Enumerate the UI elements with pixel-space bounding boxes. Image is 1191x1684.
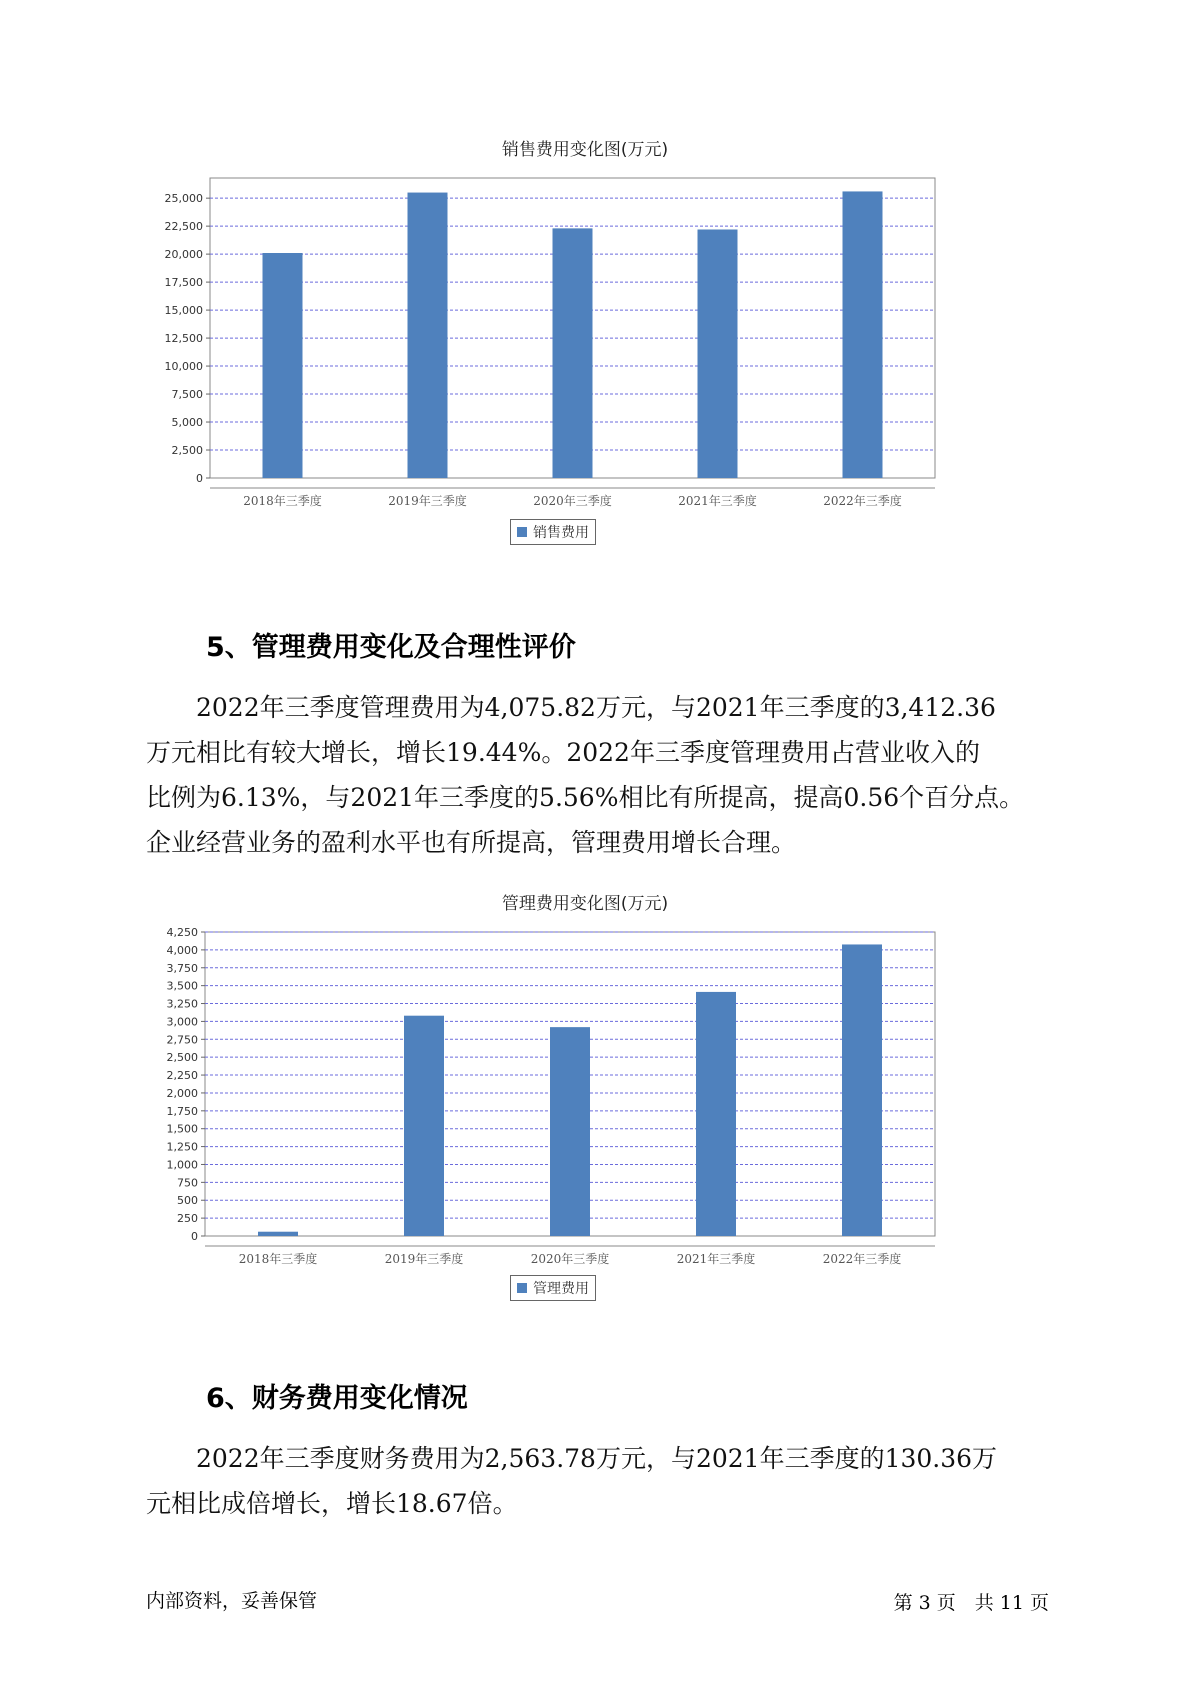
section-6-paragraph bbox=[146, 1436, 1046, 1526]
bar bbox=[263, 253, 303, 478]
legend-label: 管理费用 bbox=[533, 1281, 589, 1297]
bar bbox=[842, 944, 882, 1236]
y-tick-label: 0 bbox=[191, 1230, 198, 1243]
bar bbox=[550, 1027, 590, 1236]
y-tick-label: 20,000 bbox=[164, 248, 203, 262]
chart-legend bbox=[510, 519, 596, 545]
footer-confidential-note: 内部资料，妥善保管 bbox=[146, 1590, 318, 1612]
section-5-heading: 5、管理费用变化及合理性评价 bbox=[206, 632, 576, 663]
y-tick-label: 25,000 bbox=[164, 192, 203, 206]
legend-label: 销售费用 bbox=[533, 525, 589, 541]
x-tick-label: 2021年三季度 bbox=[678, 494, 757, 508]
paragraph-line: 企业经营业务的盈利水平也有所提高，管理费用增长合理。 bbox=[146, 828, 797, 857]
footer-page-number: 第 3 页 共 11 页 bbox=[893, 1592, 1049, 1614]
paragraph-line: 2022年三季度管理费用为4,075.82万元，与2021年三季度的3,412.36 bbox=[146, 693, 996, 722]
admin-expense-chart bbox=[150, 886, 1020, 1306]
y-tick-label: 1,000 bbox=[166, 1158, 198, 1172]
y-tick-label: 1,500 bbox=[166, 1122, 198, 1136]
paragraph-line: 比例为6.13%，与2021年三季度的5.56%相比有所提高，提高0.56个百分点。 bbox=[146, 783, 1025, 812]
y-tick-label: 1,250 bbox=[166, 1140, 198, 1154]
y-tick-label: 22,500 bbox=[164, 220, 203, 234]
y-tick-label: 3,500 bbox=[166, 979, 198, 993]
y-tick-label: 7,500 bbox=[171, 388, 203, 402]
x-tick-label: 2018年三季度 bbox=[238, 1252, 318, 1266]
y-tick-label: 3,750 bbox=[166, 961, 198, 975]
y-tick-label: 10,000 bbox=[164, 360, 203, 374]
bar bbox=[408, 193, 448, 478]
chart-legend bbox=[510, 1275, 596, 1301]
bar bbox=[404, 1016, 444, 1236]
x-tick-label: 2019年三季度 bbox=[388, 494, 467, 508]
y-tick-label: 4,000 bbox=[166, 943, 198, 957]
y-tick-label: 2,750 bbox=[166, 1033, 198, 1047]
y-tick-label: 750 bbox=[177, 1176, 198, 1190]
legend-swatch bbox=[517, 527, 527, 537]
sales-expense-chart bbox=[150, 132, 1020, 552]
y-tick-label: 15,000 bbox=[164, 304, 203, 318]
x-tick-label: 2019年三季度 bbox=[384, 1252, 464, 1266]
y-tick-label: 1,750 bbox=[166, 1104, 198, 1118]
y-tick-label: 12,500 bbox=[164, 332, 203, 346]
y-tick-label: 500 bbox=[177, 1194, 198, 1208]
sales-expense-chart-svg bbox=[150, 170, 1020, 550]
section-6-heading: 6、财务费用变化情况 bbox=[206, 1383, 468, 1414]
y-tick-label: 2,000 bbox=[166, 1086, 198, 1100]
section-5-paragraph bbox=[146, 685, 1046, 865]
bar bbox=[698, 229, 738, 478]
bar bbox=[258, 1232, 298, 1236]
admin-expense-chart-svg bbox=[150, 924, 1020, 1304]
bar bbox=[696, 992, 736, 1236]
x-tick-label: 2021年三季度 bbox=[676, 1252, 756, 1266]
y-tick-label: 2,500 bbox=[166, 1051, 198, 1065]
bar bbox=[553, 228, 593, 478]
x-tick-label: 2022年三季度 bbox=[823, 494, 902, 508]
y-tick-label: 17,500 bbox=[164, 276, 203, 290]
chart-title: 管理费用变化图(万元) bbox=[501, 894, 669, 914]
paragraph-line: 2022年三季度财务费用为2,563.78万元，与2021年三季度的130.36万 bbox=[146, 1444, 998, 1473]
legend-swatch bbox=[517, 1283, 527, 1293]
y-tick-label: 3,000 bbox=[166, 1015, 198, 1029]
paragraph-line: 万元相比有较大增长，增长19.44%。2022年三季度管理费用占营业收入的 bbox=[146, 738, 980, 767]
bar bbox=[843, 191, 883, 478]
y-tick-label: 2,250 bbox=[166, 1069, 198, 1083]
x-tick-label: 2018年三季度 bbox=[243, 494, 322, 508]
y-tick-label: 5,000 bbox=[171, 416, 203, 430]
chart-title: 销售费用变化图(万元) bbox=[501, 140, 669, 160]
x-tick-label: 2020年三季度 bbox=[533, 494, 612, 508]
x-tick-label: 2022年三季度 bbox=[822, 1252, 902, 1266]
paragraph-line: 元相比成倍增长，增长18.67倍。 bbox=[146, 1489, 518, 1518]
y-tick-label: 2,500 bbox=[171, 444, 203, 458]
x-tick-label: 2020年三季度 bbox=[530, 1252, 610, 1266]
y-tick-label: 0 bbox=[196, 472, 203, 485]
y-tick-label: 250 bbox=[177, 1212, 198, 1226]
y-tick-label: 3,250 bbox=[166, 997, 198, 1011]
y-tick-label: 4,250 bbox=[166, 926, 198, 939]
